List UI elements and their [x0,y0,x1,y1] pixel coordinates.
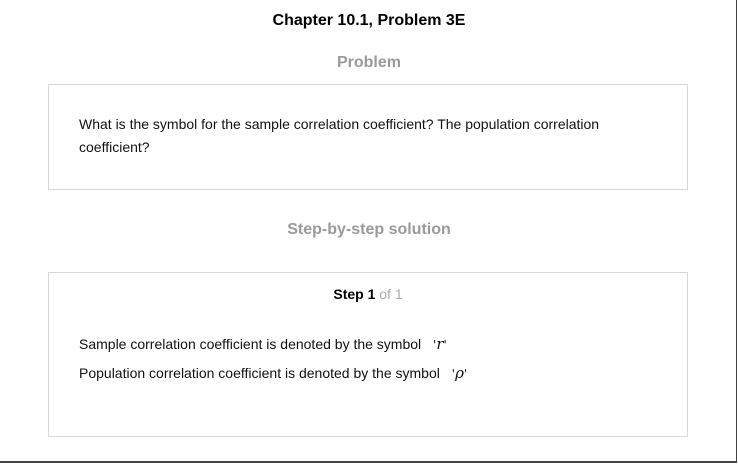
chapter-title: Chapter 10.1, Problem 3E [272,12,466,29]
step-count: of 1 [379,286,403,302]
population-symbol-value: ρ [455,364,464,382]
sample-symbol: 'r' [433,335,447,353]
solution-card [48,272,688,437]
sample-answer-text: Sample correlation coefficient is denoted by the symbol [79,336,422,352]
solution-heading: Step-by-step solution [287,221,451,238]
sample-answer-line [79,335,447,353]
problem-text: What is the symbol for the sample correlation coefficient? The population correlation coefficient? [79,116,600,155]
problem-card [48,84,688,190]
step-label: Step 1 [333,286,376,302]
step-header [49,286,687,302]
population-answer-text: Population correlation coefficient is denoted by the symbol [79,365,440,381]
population-symbol: 'ρ' [451,364,468,382]
sample-symbol-value: r [436,335,444,353]
problem-heading: Problem [336,54,401,71]
population-answer-line [79,364,467,382]
